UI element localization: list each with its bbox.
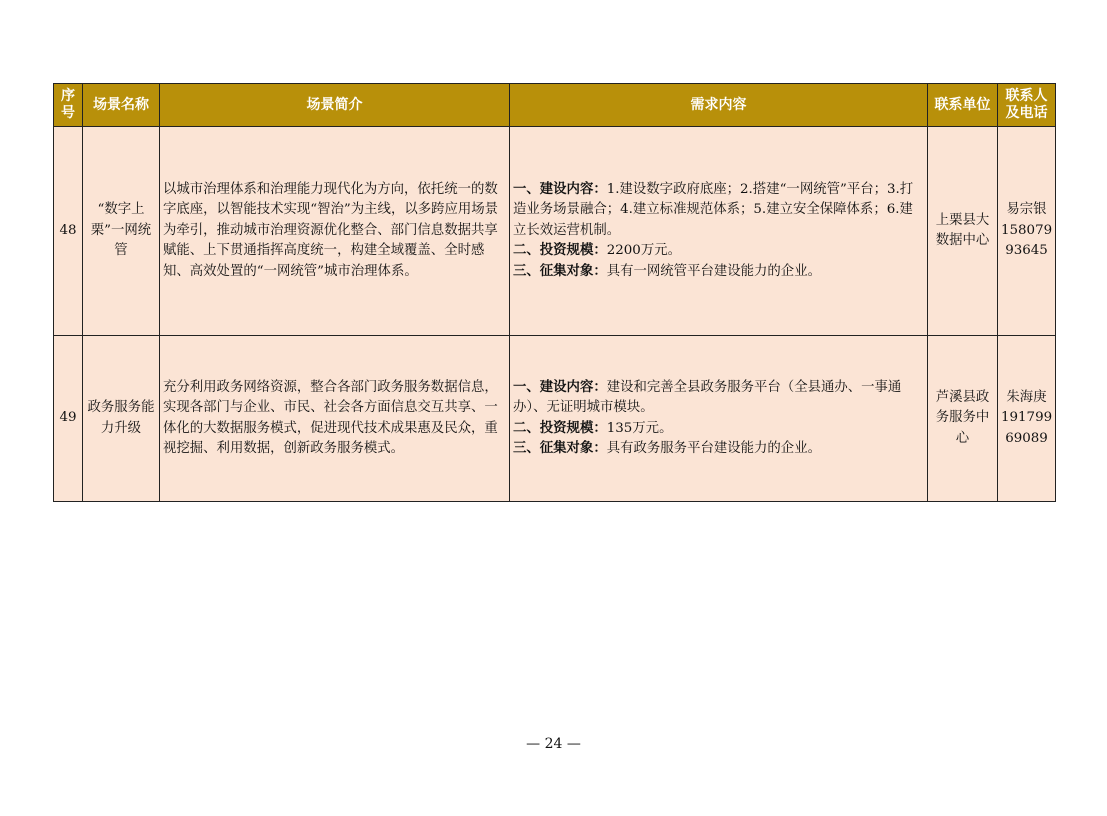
row-number: 48 xyxy=(54,127,83,336)
requirement-text: 135万元。 xyxy=(606,420,673,436)
requirement-text: 具有一网统管平台建设能力的企业。 xyxy=(606,263,821,279)
table-row xyxy=(54,336,1056,502)
header-scene-intro: 场景简介 xyxy=(160,84,510,127)
row-number: 49 xyxy=(54,336,83,502)
contact-name: 易宗银 xyxy=(1006,202,1047,218)
requirement-label: 二、投资规模： xyxy=(513,243,607,259)
requirement-item xyxy=(513,262,924,283)
contact-name: 朱海庚 xyxy=(1006,389,1047,405)
contact-unit: 上栗县大数据中心 xyxy=(928,127,998,336)
header-seq: 序号 xyxy=(54,84,83,127)
requirement-text: 具有政务服务平台建设能力的企业。 xyxy=(606,441,821,456)
scene-intro: 以城市治理体系和治理能力现代化为方向，依托统一的数字底座，以智能技术实现“智治”为主线，以多跨应用场景为牵引，推动城市治理资源优化整合、部门信息数据共享赋能、上下贯通指挥高度统一，构建全域覆盖、全时感知、高效处置的“一网统管”城市治理体系。 xyxy=(160,127,510,336)
requirement-label: 三、征集对象： xyxy=(513,263,607,279)
requirement-label: 二、投资规模： xyxy=(513,420,607,436)
requirement-item xyxy=(513,419,924,440)
requirement-text: 2200万元。 xyxy=(606,243,681,259)
contact-phone-part2: 93645 xyxy=(1005,243,1048,259)
table-row xyxy=(54,127,1056,336)
scene-intro: 充分利用政务网络资源，整合各部门政务服务数据信息，实现各部门与企业、市民、社会各方面信息交互共享、一体化的大数据服务模式，促进现代技术成果惠及民众，重视挖掘、利用数据，创新政务服务模式。 xyxy=(160,336,510,502)
requirement-text: 1.建设数字政府底座；2.搭建“一网统管”平台；3.打造业务场景融合；4.建立标准规范体系；5.建立安全保障体系；6.建立长效运营机制。 xyxy=(513,181,914,238)
contact-phone-part1: 191799 xyxy=(1001,410,1053,426)
contact-person-cell xyxy=(998,336,1056,502)
requirement-item xyxy=(513,439,924,460)
contact-unit: 芦溪县政务服务中心 xyxy=(928,336,998,502)
requirement-label: 一、建设内容： xyxy=(513,379,607,395)
scene-name: 政务服务能力升级 xyxy=(83,336,160,502)
requirements-cell xyxy=(510,127,928,336)
header-contact-unit: 联系单位 xyxy=(928,84,998,127)
contact-person-cell xyxy=(998,127,1056,336)
header-contact-person: 联系人及电话 xyxy=(998,84,1056,127)
page-number: — 24 — xyxy=(526,736,581,752)
requirement-item xyxy=(513,378,924,419)
requirements-cell xyxy=(510,336,928,502)
requirement-item xyxy=(513,180,924,242)
header-scene-name: 场景名称 xyxy=(83,84,160,127)
header-requirements: 需求内容 xyxy=(510,84,928,127)
requirement-label: 三、征集对象： xyxy=(513,441,607,456)
scene-name: “数字上栗”一网统管 xyxy=(83,127,160,336)
requirement-text: 建设和完善全县政务服务平台（全县通办、一事通办）、无证明城市模块。 xyxy=(513,379,902,415)
requirement-item xyxy=(513,241,924,262)
contact-phone-part1: 158079 xyxy=(1001,222,1053,238)
table-header-row xyxy=(54,84,1056,127)
contact-phone-part2: 69089 xyxy=(1005,430,1048,446)
project-table xyxy=(53,83,1056,502)
requirement-label: 一、建设内容： xyxy=(513,181,607,197)
